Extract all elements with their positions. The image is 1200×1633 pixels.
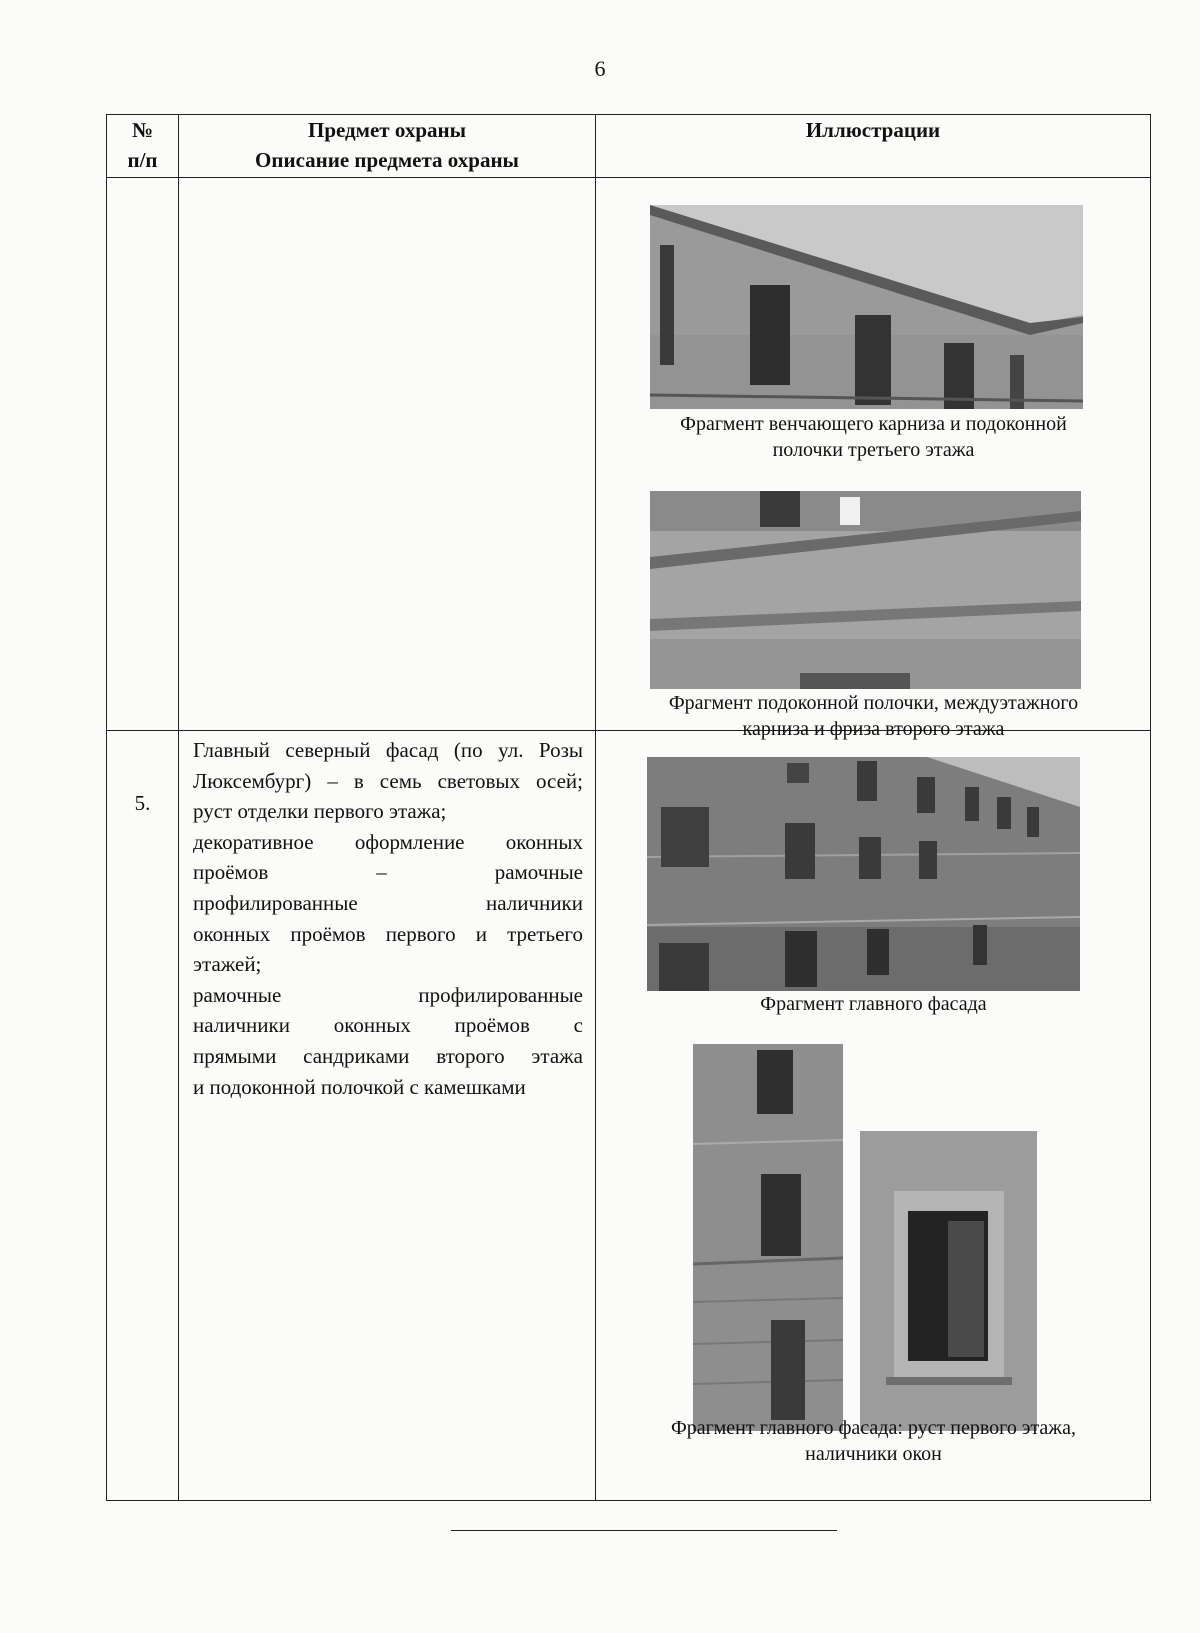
caption-rustication [596, 1415, 1151, 1467]
row5-desc-line: Главный северный фасад (по ул. Розы [193, 738, 583, 762]
row5-desc-line: проёмов – рамочные [193, 860, 583, 885]
caption-cornice-line1: Фрагмент венчающего карниза и подоконной [680, 413, 1067, 435]
photo-main-facade [647, 757, 1080, 991]
row5-desc-line: руст отделки первого этажа; [193, 799, 447, 824]
caption-rustication-line2: наличники окон [805, 1443, 942, 1465]
header-description [179, 115, 596, 178]
continuation-description-cell [179, 178, 596, 731]
caption-main-facade [596, 991, 1151, 1017]
photo-window-trim [860, 1131, 1037, 1431]
table-row-continuation [107, 178, 1151, 731]
table-row-5 [107, 731, 1151, 1501]
caption-rustication-line1: Фрагмент главного фасада: руст первого этажа, [670, 1417, 1077, 1439]
row5-desc-line: профилированные наличники [193, 890, 583, 915]
caption-cornice [596, 411, 1151, 463]
row5-desc-line: и подоконной полочкой с камешками [193, 1074, 526, 1099]
header-number [107, 115, 179, 178]
page-number: 6 [594, 56, 606, 81]
photo-sill-cornice-frieze [650, 491, 1081, 689]
header-number-line1: № [131, 118, 154, 142]
caption-main-facade-line1: Фрагмент главного фасада [760, 993, 987, 1015]
row5-desc-line: этажей; [193, 952, 262, 977]
table-header-row [107, 115, 1151, 178]
caption-sill-line2: карниза и фриза второго этажа [742, 718, 1005, 740]
row5-number-text: 5. [134, 791, 151, 815]
row5-desc-line: декоративное оформление оконных [193, 829, 583, 854]
row5-number [107, 731, 179, 1501]
header-number-line2: п/п [127, 148, 158, 172]
protection-table [106, 114, 1151, 1501]
caption-cornice-line2: полочки третьего этажа [772, 439, 975, 461]
caption-sill-line1: Фрагмент подоконной полочки, междуэтажного [668, 692, 1079, 714]
footer-rule [451, 1530, 837, 1531]
continuation-illustrations-cell [596, 178, 1151, 740]
photo-cornice-third-floor [650, 205, 1083, 409]
photo-rustication [693, 1044, 843, 1431]
row5-desc-line: оконных проёмов первого и третьего [193, 921, 583, 946]
continuation-number-cell [107, 178, 179, 731]
row5-illustrations [596, 731, 1151, 1501]
header-illustrations: Иллюстрации [596, 115, 1151, 178]
row5-desc-line: Люксембург) – в семь световых осей; [193, 768, 583, 793]
row5-desc-line: рамочные профилированные [193, 982, 583, 1007]
row5-description [179, 731, 596, 1501]
header-description-line2: Описание предмета охраны [255, 148, 519, 172]
row5-desc-line: наличники оконных проёмов с [193, 1013, 583, 1038]
header-description-line1: Предмет охраны [307, 118, 467, 142]
row5-desc-line: прямыми сандриками второго этажа [193, 1043, 583, 1068]
